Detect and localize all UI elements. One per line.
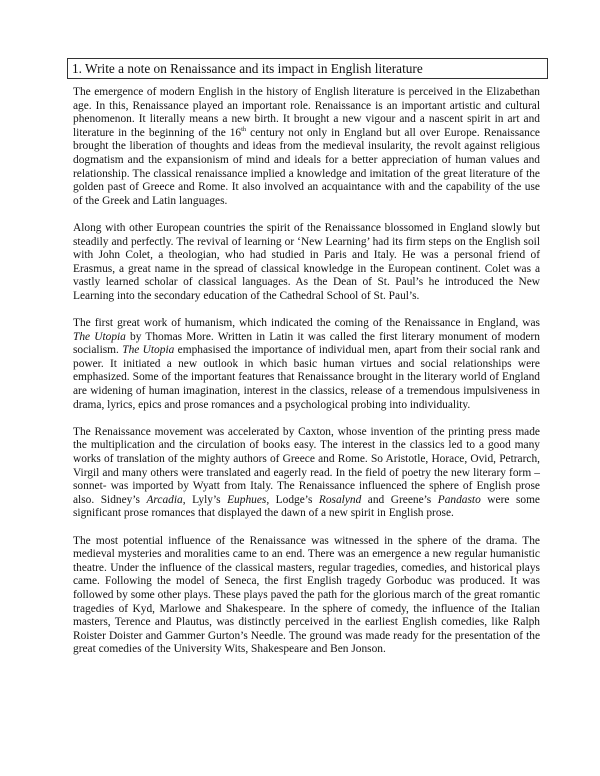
paragraph-new-learning [73, 222, 540, 304]
text-run: The first great work of humanism, which indicated the coming of the Renaissance in England, was [73, 317, 540, 330]
paragraph-drama [73, 535, 540, 657]
text-run: The emergence of modern English in the history of English literature is perceived in the Elizabethan age. In this, Renaissance played an important role. Renaissance is an important artistic and cultural phenomenon. It literally means a new birth. It brought a new vigour and a nascent spirit in art and literature in the beginning of the 16 [73, 86, 540, 139]
paragraph-utopia [73, 317, 540, 412]
text-run: , Lyly’s [182, 493, 228, 506]
italic-title: Arcadia [146, 493, 183, 506]
document-body [73, 86, 540, 657]
italic-title: Rosalynd [318, 493, 362, 506]
text-run: The Renaissance movement was accelerated by Caxton, whose invention of the printing press made the multiplication and the circulation of books easy. The interest in the classics led to a good many works of translation of the mighty authors of Greece and Rome. So Aristotle, Horace, Ovid, Petrarch, Virgil and many others were translated and eagerly read. In the field of poetry the new literary form –sonnet- was imported by Wyatt from Italy. The Renaissance influenced the sphere of English prose also. Sidney’s [73, 425, 540, 506]
text-run: emphasised the importance of individual men, apart from their social rank and power. It initiated a new outlook in which basic human virtues and social relationships were emphasized. Some of the important features that Renaissance brought in the literary world of England are widening of human imagination, interest in the classics, release of a tremendous impulsiveness in drama, lyrics, epics and prose romances and a psychological probing into individuality. [73, 344, 541, 411]
italic-title: Euphues, [227, 493, 270, 506]
superscript: th [241, 125, 247, 133]
text-run: by Thomas More. Written in Latin it was called the first literary monument of modern socialism. [73, 330, 540, 357]
paragraph-caxton [73, 426, 540, 521]
text-run: century not only in England but all over Europe. Renaissance brought the liberation of thoughts and ideas from the medieval insularity, the revolt against religious dogmatism and the expansionism of mind and ideals for a better appreciation of human values and relationship. The classical renaissance implied a knowledge and imitation of the great literature of the golden past of Greece and Rome. It also involved an acquaintance with and the capability of the use of the Greek and Latin languages. [73, 126, 540, 207]
paragraph-intro [73, 86, 540, 208]
text-run: The most potential influence of the Renaissance was witnessed in the sphere of the drama. The medieval mysteries and moralities came to an end. There was an emergence a new regular humanistic theatre. Under the influence of the classical masters, regular tragedies, comedies, and historical plays came. Following the model of Seneca, the first English tragedy Gorboduc was produced. It was followed by some other plays. These plays paved the path for the glorious march of the great romantic tragedies of Kyd, Marlowe and Shakespeare. In the sphere of comedy, the influence of the Italian masters, Terence and Plautus, was distinctly perceived in the earliest English comedies, like Ralph Roister Doister and Gammer Gurton’s Needle. The ground was made ready for the presentation of the great comedies of the University Wits, Shakespeare and Ben Jonson. [73, 534, 540, 656]
italic-title: Pandasto [437, 493, 481, 506]
text-run: were some significant prose romances that displayed the dawn of a new spirit in English prose. [73, 493, 540, 520]
text-run: Along with other European countries the spirit of the Renaissance blossomed in England slowly but steadily and perfectly. The revival of learning or ‘New Learning’ had its firm steps on the English soil with John Colet, a theologian, who had studied in Paris and Italy. He was a personal friend of Erasmus, a great name in the spread of classical knowledge in the European continent. Colet was a vastly learned scholar of classical languages. As the Dean of St. Paul’s he introduced the New Learning into the secondary education of the Cathedral School of St. Paul’s. [73, 221, 540, 302]
text-run: and Greene’s [361, 493, 438, 506]
italic-title: The Utopia [122, 344, 175, 357]
text-run: Lodge’s [269, 493, 319, 506]
question-heading: 1. Write a note on Renaissance and its impact in English literature [67, 58, 548, 79]
italic-title: The Utopia [73, 330, 126, 343]
